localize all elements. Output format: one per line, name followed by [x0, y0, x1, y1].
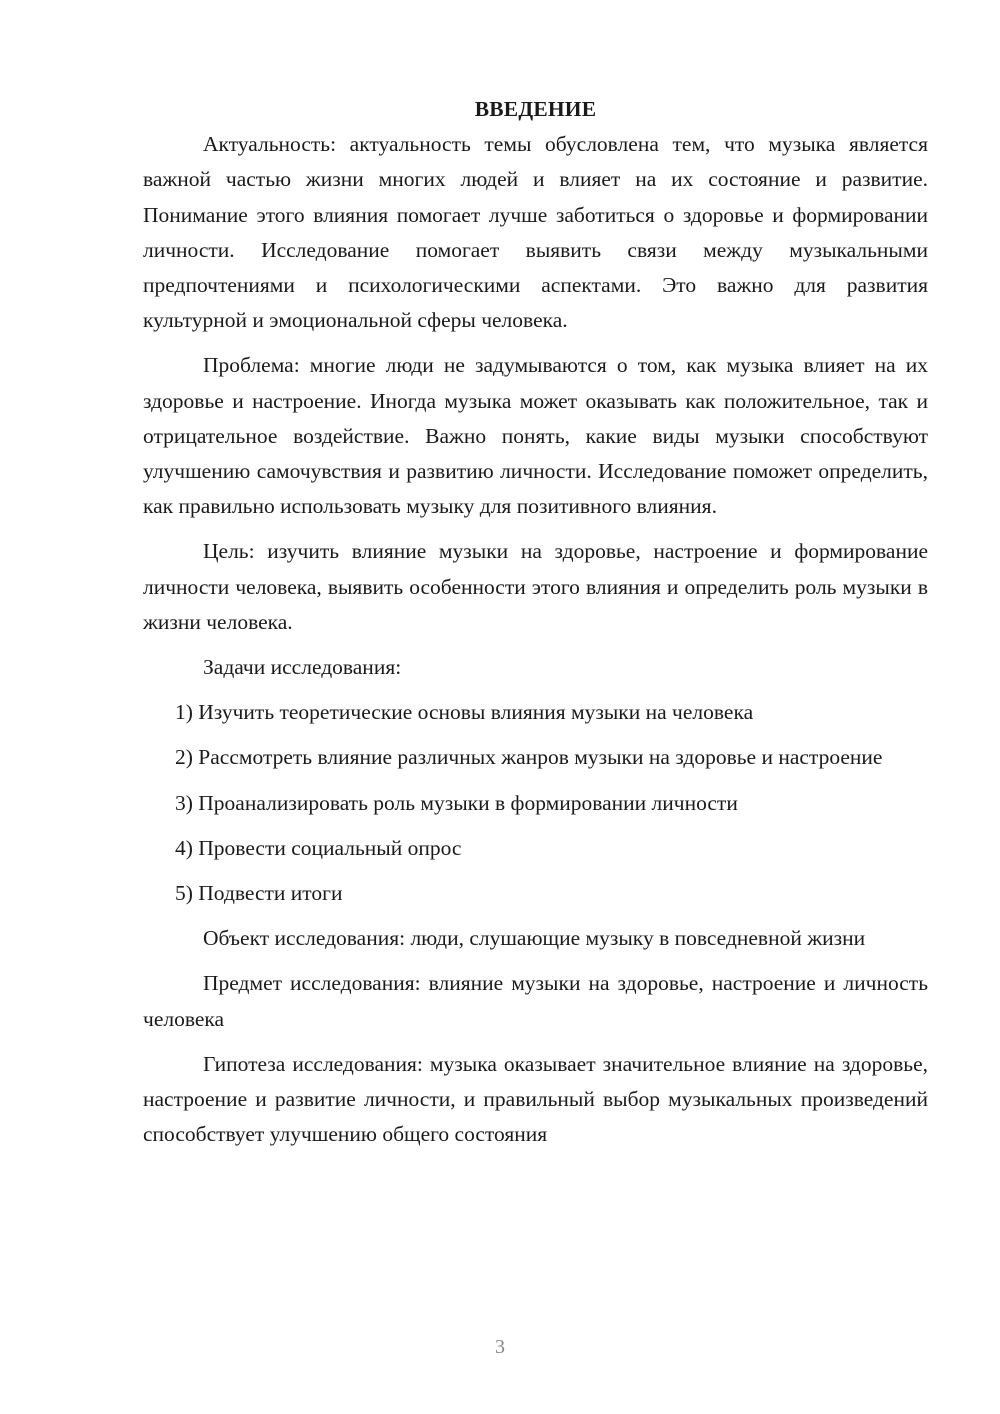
task-item: 1) Изучить теоретические основы влияния музыки на человека [175, 700, 754, 725]
task-item: 4) Провести социальный опрос [175, 835, 462, 860]
task-item: 2) Рассмотреть влияние различных жанров музыки на здоровье и настроение [175, 745, 883, 770]
tasks-heading: Задачи исследования: [203, 655, 402, 680]
relevance-paragraph: Актуальность: актуальность темы обусловлена тем, что музыка является важной частью жизни многих людей и влияет на их состояние и развитие. Понимание этого влияния помогает лучше заботиться о здоровье и формировании личности. Исследование помогает выявить связи между музыкальными предпочтениями и психологическими аспектами. Это важно для развития культурной и эмоциональной сферы человека. [143, 132, 928, 333]
goal-paragraph: Цель: изучить влияние музыки на здоровье, настроение и формирование личности человека, выявить особенности этого влияния и определить роль музыки в жизни человека. [143, 539, 928, 634]
object-paragraph: Объект исследования: люди, слушающие музыку в повседневной жизни [203, 926, 866, 951]
hypothesis-paragraph: Гипотеза исследования: музыка оказывает значительное влияние на здоровье, настроение и развитие личности, и правильный выбор музыкальных произведений способствует улучшению общего состояния [143, 1051, 928, 1147]
document-page [143, 92, 928, 1162]
subject-paragraph: Предмет исследования: влияние музыки на здоровье, настроение и личность человека [143, 971, 928, 1031]
section-heading: ВВЕДЕНИЕ [474, 97, 597, 121]
task-item: 5) Подвести итоги [175, 881, 343, 906]
page-number: 3 [495, 1336, 505, 1358]
problem-paragraph: Проблема: многие люди не задумываются о том, как музыка влияет на их здоровье и настроение. Иногда музыка может оказывать как положительное, так и отрицательное воздействие. Важно понять, какие виды музыки способствуют улучшению самочувствия и развитию личности. Исследование поможет определить, как правильно использовать музыку для позитивного влияния. [143, 353, 928, 519]
task-item: 3) Проанализировать роль музыки в формировании личности [175, 790, 738, 815]
